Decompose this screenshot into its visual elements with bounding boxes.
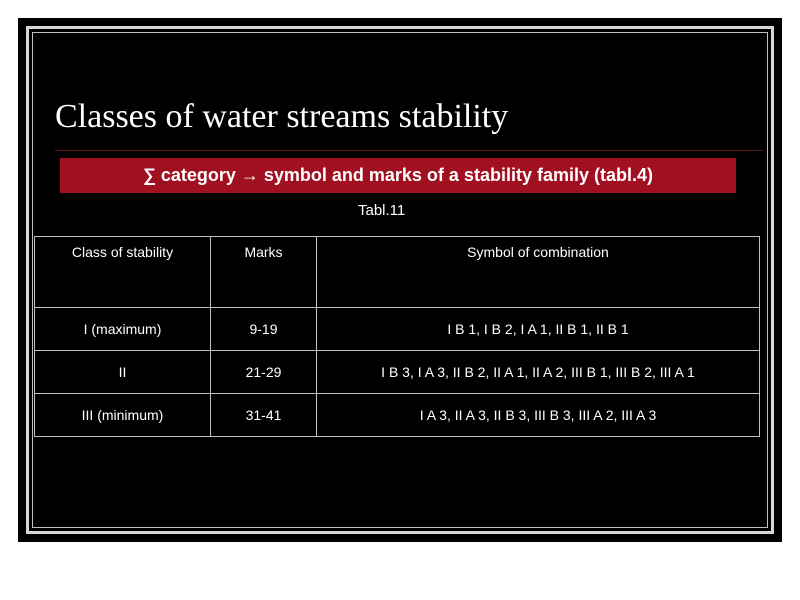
table-row <box>35 351 760 394</box>
table-row <box>35 394 760 437</box>
title-divider <box>55 150 763 151</box>
stability-table <box>34 236 760 437</box>
cell-marks: 9-19 <box>211 308 317 351</box>
cell-class: I (maximum) <box>35 308 211 351</box>
cell-class: II <box>35 351 211 394</box>
cell-symbol: I A 3, II A 3, II B 3, III B 3, III A 2, III A 3 <box>317 394 760 437</box>
cell-class: III (minimum) <box>35 394 211 437</box>
header-marks: Marks <box>211 237 317 308</box>
table-label: Tabl.11 <box>358 202 406 219</box>
header-symbol-of-combination: Symbol of combination <box>317 237 760 308</box>
header-class-of-stability: Class of stability <box>35 237 211 308</box>
cell-symbol: I B 1, I B 2, I A 1, II B 1, II B 1 <box>317 308 760 351</box>
slide-title: Classes of water streams stability <box>55 98 509 135</box>
cell-symbol: I B 3, I A 3, II B 2, II A 1, II A 2, III B 1, III B 2, III A 1 <box>317 351 760 394</box>
table-row <box>35 308 760 351</box>
cell-marks: 31-41 <box>211 394 317 437</box>
cell-marks: 21-29 <box>211 351 317 394</box>
slide <box>18 18 782 542</box>
category-banner: ∑ category → symbol and marks of a stability family (tabl.4) <box>60 158 736 193</box>
table-header-row <box>35 237 760 308</box>
